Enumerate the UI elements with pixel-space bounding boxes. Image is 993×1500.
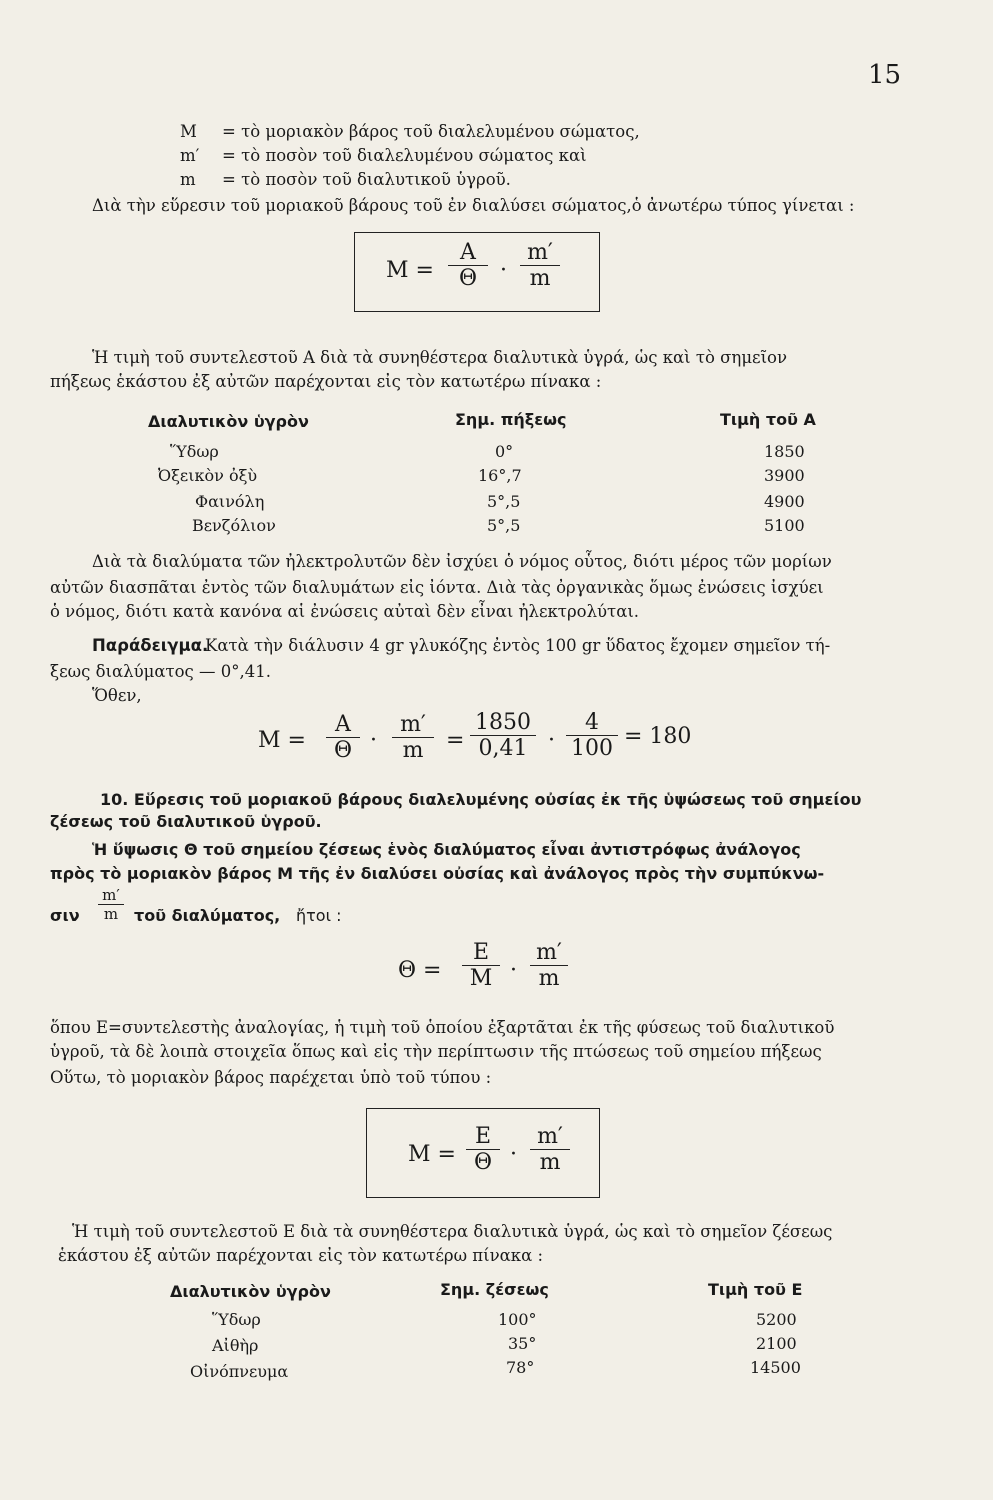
paragraph-line: αὐτῶν διασπᾶται ἐντὸς τῶν διαλυμάτων εἰς ἰόντα. Διὰ τὰς ὀργανικὰς ὅμως ἐνώσεις ἰσχύει [50, 578, 824, 597]
inline-fraction [98, 886, 124, 923]
table-cell: 5100 [764, 516, 805, 535]
numerator: m′ [530, 940, 568, 966]
paragraph-line: Ἡ τιμὴ τοῦ συντελεστοῦ Ε διὰ τὰ συνηθέστερα διαλυτικὰ ὑγρά, ὡς καὶ τὸ σημεῖον ζέσεως [72, 1222, 833, 1241]
section-body: τοῦ διαλύματος, [134, 906, 281, 925]
table-cell: 78° [506, 1358, 535, 1377]
table-header: Διαλυτικὸν ὑγρὸν [170, 1282, 331, 1301]
denominator: m [538, 966, 560, 991]
definition-text: = τὸ ποσὸν τοῦ διαλυτικοῦ ὑγροῦ. [222, 170, 511, 189]
section-body: ἤτοι : [296, 906, 342, 925]
example-text: Ὅθεν, [92, 686, 142, 705]
table-cell: Φαινόλη [195, 492, 265, 511]
fraction [326, 712, 360, 763]
paragraph-line: πήξεως ἑκάστου ἐξ αὐτῶν παρέχονται εἰς τὸν κατωτέρω πίνακα : [50, 372, 602, 391]
section-body: Ἡ ὕψωσις Θ τοῦ σημείου ζέσεως ἑνὸς διαλύματος εἶναι ἀντιστρόφως ἀνάλογος [92, 840, 801, 859]
multiply-dot: · [510, 958, 517, 983]
definition-symbol: M [180, 122, 197, 141]
paragraph-line: Διὰ τὰ διαλύματα τῶν ἠλεκτρολυτῶν δὲν ἰσχύει ὁ νόμος οὗτος, διότι μέρος τῶν μορίων [92, 552, 832, 571]
multiply-dot: · [548, 728, 555, 753]
table-header: Διαλυτικὸν ὑγρὸν [148, 412, 309, 431]
denominator: m [103, 905, 119, 923]
paragraph-line: ὁ νόμος, διότι κατὰ κανόνα αἱ ἐνώσεις αὐταὶ δὲν εἶναι ἠλεκτρολύται. [50, 602, 640, 621]
numerator: m′ [98, 886, 124, 905]
definition-symbol: m′ [180, 146, 200, 165]
table-header: Τιμὴ τοῦ Ε [708, 1280, 803, 1299]
fraction [530, 1124, 570, 1175]
table-cell: 3900 [764, 466, 805, 485]
multiply-dot: · [500, 258, 507, 283]
definition-symbol: m [180, 170, 196, 189]
numerator: E [462, 940, 500, 966]
table-header: Τιμὴ τοῦ Α [720, 410, 816, 429]
paragraph-line: Οὕτω, τὸ μοριακὸν βάρος παρέχεται ὑπὸ τοῦ τύπου : [50, 1068, 492, 1087]
table-header: Σημ. ζέσεως [440, 1280, 549, 1299]
example-text: ξεως διαλύματος — 0°,41. [50, 662, 272, 681]
fraction [530, 940, 568, 991]
multiply-dot: · [370, 728, 377, 753]
table-cell: 14500 [750, 1358, 801, 1377]
formula-lhs: M = [386, 258, 434, 283]
table-cell: 5°,5 [487, 492, 521, 511]
numerator: A [448, 240, 488, 266]
formula-result: = 180 [624, 724, 692, 749]
numerator: m′ [530, 1124, 570, 1150]
table-cell: 5200 [756, 1310, 797, 1329]
paragraph-line: ἑκάστου ἐξ αὐτῶν παρέχονται εἰς τὸν κατωτέρω πίνακα : [58, 1246, 544, 1265]
denominator: Θ [458, 266, 478, 291]
numerator: 4 [566, 710, 618, 736]
fraction [392, 712, 434, 763]
numerator: A [326, 712, 360, 738]
section-title: 10. Εὕρεσις τοῦ μοριακοῦ βάρους διαλελυμένης οὐσίας ἐκ τῆς ὑψώσεως τοῦ σημείου [100, 790, 862, 809]
table-cell: 0° [495, 442, 514, 461]
example-text: Κατὰ τὴν διάλυσιν 4 gr γλυκόζης ἐντὸς 100 gr ὕδατος ἔχομεν σημεῖον τή- [205, 636, 831, 655]
denominator: 0,41 [478, 736, 528, 761]
definition-text: = τὸ ποσὸν τοῦ διαλελυμένου σώματος καὶ [222, 146, 587, 165]
paragraph-line: ὑγροῦ, τὰ δὲ λοιπὰ στοιχεῖα ὅπως καὶ εἰς τὴν περίπτωσιν τῆς πτώσεως τοῦ σημείου πήξεως [50, 1042, 822, 1061]
example-label: Παράδειγμα. [92, 636, 209, 655]
fraction [466, 1124, 500, 1175]
denominator: 100 [571, 736, 613, 761]
fraction [566, 710, 618, 761]
section-body: σιν [50, 906, 80, 925]
section-title: ζέσεως τοῦ διαλυτικοῦ ὑγροῦ. [50, 812, 322, 831]
equals-sign: = [446, 728, 465, 753]
numerator: 1850 [470, 710, 536, 736]
formula-lhs: M = [408, 1142, 456, 1167]
table-cell: 2100 [756, 1334, 797, 1353]
table-cell: 1850 [764, 442, 805, 461]
table-cell: Οἰνόπνευμα [190, 1362, 289, 1381]
table-cell: Ὀξεικὸν ὀξὺ [158, 466, 258, 485]
table-cell: Ὕδωρ [170, 442, 219, 461]
fraction [462, 940, 500, 991]
numerator: m′ [392, 712, 434, 738]
table-cell: 35° [508, 1334, 537, 1353]
table-cell: Αἰθὴρ [212, 1336, 259, 1355]
table-cell: 5°,5 [487, 516, 521, 535]
multiply-dot: · [510, 1142, 517, 1167]
fraction [520, 240, 560, 291]
paragraph-line: Ἡ τιμὴ τοῦ συντελεστοῦ Α διὰ τὰ συνηθέστερα διαλυτικὰ ὑγρά, ὡς καὶ τὸ σημεῖον [92, 348, 788, 367]
table-cell: 4900 [764, 492, 805, 511]
formula-lhs: M = [258, 728, 306, 753]
denominator: M [469, 966, 493, 991]
definition-text: = τὸ μοριακὸν βάρος τοῦ διαλελυμένου σώματος, [222, 122, 640, 141]
denominator: Θ [473, 1150, 493, 1175]
formula-lhs: Θ = [398, 958, 442, 983]
table-cell: Βενζόλιον [192, 516, 276, 535]
intro-formula-text: Διὰ τὴν εὕρεσιν τοῦ μοριακοῦ βάρους τοῦ ἐν διαλύσει σώματος,ὁ ἀνωτέρω τύπος γίνεται : [92, 196, 855, 215]
denominator: m [402, 738, 424, 763]
denominator: Θ [333, 738, 353, 763]
denominator: m [539, 1150, 561, 1175]
page-number: 15 [868, 60, 902, 90]
table-cell: 16°,7 [478, 466, 522, 485]
numerator: m′ [520, 240, 560, 266]
section-body: πρὸς τὸ μοριακὸν βάρος Μ τῆς ἐν διαλύσει οὐσίας καὶ ἀνάλογος πρὸς τὴν συμπύκνω- [50, 864, 825, 883]
paragraph-line: ὅπου Ε=συντελεστὴς ἀναλογίας, ἡ τιμὴ τοῦ ὁποίου ἐξαρτᾶται ἐκ τῆς φύσεως τοῦ διαλυτικοῦ [50, 1018, 835, 1037]
denominator: m [529, 266, 551, 291]
fraction [448, 240, 488, 291]
table-header: Σημ. πήξεως [455, 410, 567, 429]
numerator: E [466, 1124, 500, 1150]
fraction [470, 710, 536, 761]
table-cell: Ὕδωρ [212, 1310, 261, 1329]
table-cell: 100° [498, 1310, 537, 1329]
